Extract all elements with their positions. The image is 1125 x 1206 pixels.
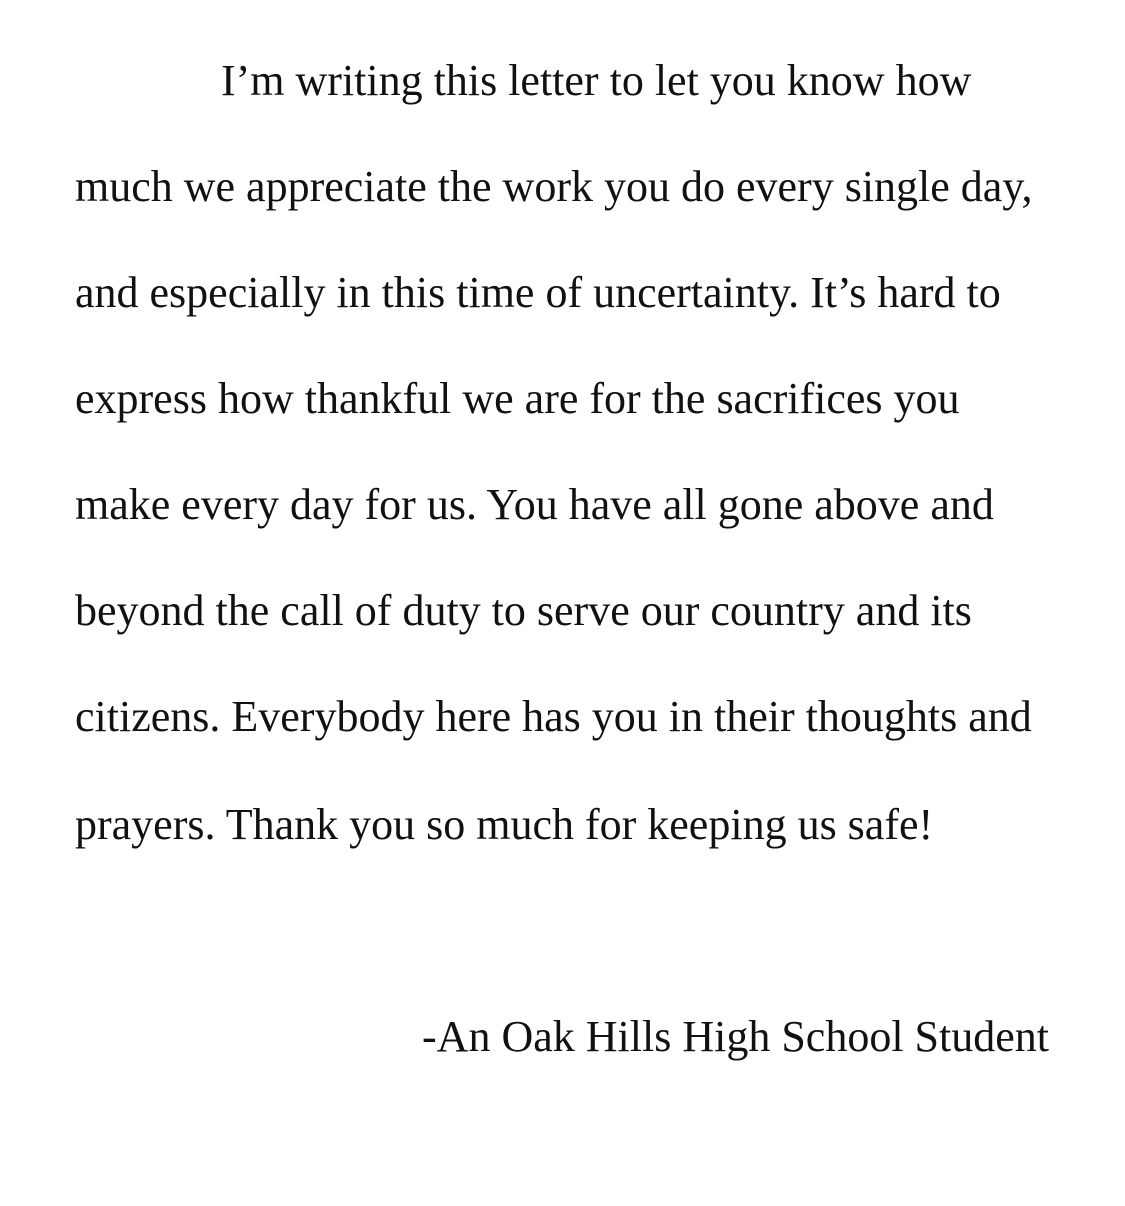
letter-line: beyond the call of duty to serve our country and its [75, 586, 972, 635]
letter-line: express how thankful we are for the sacrifices you [75, 374, 960, 423]
letter-line: citizens. Everybody here has you in their thoughts and [75, 692, 1032, 741]
letter-line: I’m writing this letter to let you know how [221, 56, 972, 105]
letter-signature: -An Oak Hills High School Student [422, 1012, 1049, 1061]
letter-line: prayers. Thank you so much for keeping us safe! [75, 800, 934, 849]
letter-line: much we appreciate the work you do every single day, [75, 162, 1033, 211]
letter-line: make every day for us. You have all gone above and [75, 480, 994, 529]
letter-line: and especially in this time of uncertainty. It’s hard to [75, 268, 1001, 317]
